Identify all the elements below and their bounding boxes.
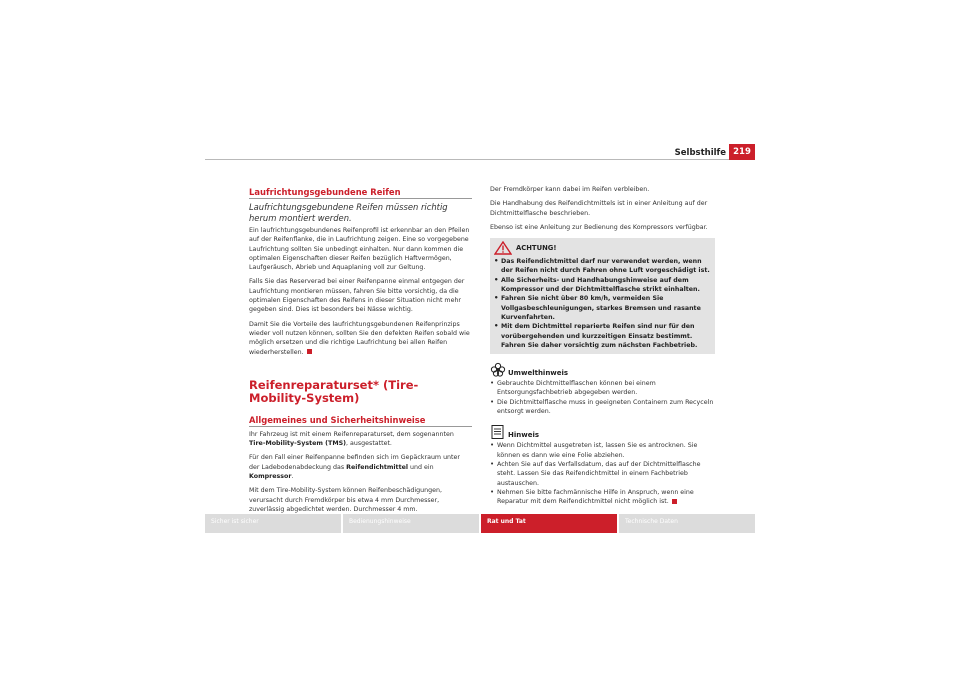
paragraph: Ein laufrichtungsgebundenes Reifenprofil ist erkennbar an den Pfeilen auf der Reifenflanke, die in Laufrichtung zeigen. Eine so vorgegebene Laufrichtung sollten Sie unbedingt einhalten. Nur dann kommen die optimalen Eigenschaften dieser Reifen bezüglich Haftvermögen, Laufgeräusch, Abrieb und Aquaplaning voll zur Geltung. — [249, 227, 470, 272]
paragraph: Mit dem Tire-Mobility-System können Reifenbeschädigungen, verursacht durch Fremdkörper bis etwa 4 mm Durchmesser, zuverlässig abgedichtet werden. Durchmesser 4 mm. — [249, 487, 443, 513]
term-compressor: Kompressor — [249, 473, 292, 481]
note-document-icon — [490, 424, 506, 440]
warning-item — [494, 322, 711, 350]
text: . — [291, 473, 294, 481]
chapter-title: Reifenreparaturset* (Tire-Mobility-System) — [249, 377, 419, 405]
note-title: Hinweis — [508, 431, 540, 440]
note-item-text: Nehmen Sie bitte fachmännische Hilfe in Anspruch, wenn eine Reparatur mit dem Reifendichtmittel nicht möglich ist. — [497, 488, 694, 506]
warning-item-text: Fahren Sie nicht über 80 km/h, vermeiden Sie Vollgasbeschleunigungen, starkes Bremsen und rasante Kurvenfahrten. — [501, 295, 701, 321]
warning-item-text: Mit dem Dichtmittel reparierte Reifen sind nur für den vorübergehenden und kurzzeitigen Einsatz bestimmt. Fahren Sie daher vorsichtig zum nächsten Fachbetrieb. — [501, 323, 698, 349]
paragraph: Der Fremdkörper kann dabei im Reifen verbleiben. — [490, 186, 650, 193]
text: Für den Fall einer Reifenpanne befinden sich im Gepäckraum unter der Ladebodenabdeckung das — [249, 454, 460, 471]
note-item — [490, 441, 715, 460]
flower-environment-icon — [490, 362, 506, 378]
environment-item — [490, 398, 715, 417]
footer-tab-safety[interactable]: Sicher ist sicher — [205, 514, 341, 533]
bullet-icon: • — [494, 257, 499, 266]
footer-tab-technical-data[interactable]: Technische Daten — [619, 514, 755, 533]
environment-item-text: Die Dichtmittelflasche muss in geeigneten Containern zum Recyceln entsorgt werden. — [497, 398, 714, 416]
header-rule — [205, 159, 755, 160]
bullet-icon: • — [490, 487, 495, 496]
warning-item — [494, 294, 711, 322]
end-of-section-mark — [672, 499, 677, 504]
paragraph — [249, 453, 472, 481]
text: Ihr Fahrzeug ist mit einem Reifenreparaturset, dem sogenannten — [249, 430, 454, 438]
bullet-icon: • — [490, 441, 495, 450]
paragraph: Die Handhabung des Reifendichtmittels ist in einer Anleitung auf der Dichtmittelflasche beschrieben. — [490, 200, 708, 217]
term-sealant: Reifendichtmittel — [346, 463, 409, 471]
warning-box — [490, 238, 715, 354]
warning-title: ACHTUNG! — [516, 243, 557, 252]
note-item-text: Achten Sie auf das Verfallsdatum, das auf der Dichtmittelflasche steht. Lassen Sie das Reifendichtmittel in einem Fachbetrieb austauschen. — [497, 460, 701, 487]
running-header-title: Selbsthilfe — [674, 148, 726, 158]
paragraph — [249, 430, 472, 449]
warning-item-text: Das Reifendichtmittel darf nur verwendet werden, wenn der Reifen nicht durch Fahren ohne Luft vorgeschädigt ist. — [501, 258, 710, 275]
paragraph — [249, 320, 472, 357]
page-number: 219 — [729, 144, 755, 160]
warning-triangle-icon — [494, 241, 512, 255]
environment-item — [490, 379, 715, 398]
paragraph: Falls Sie das Reserverad bei einer Reifenpanne einmal entgegen der Laufrichtung montieren müssen, fahren Sie bitte vorsichtig, da die optimalen Eigenschaften des Reifens in dieser Situation nicht mehr gegeben sind. Dies ist besonders bei Nässe wichtig. — [249, 278, 465, 314]
bullet-icon: • — [490, 397, 495, 406]
bullet-icon: • — [494, 322, 499, 331]
warning-item — [494, 257, 711, 276]
warning-item — [494, 276, 711, 295]
section-rule — [249, 426, 472, 427]
section-title-general-safety: Allgemeines und Sicherheitshinweise — [249, 414, 426, 425]
paragraph: Ebenso ist eine Anleitung zur Bedienung des Kompressors verfügbar. — [490, 223, 708, 231]
note-item-text: Wenn Dichtmittel ausgetreten ist, lassen Sie es antrocknen. Sie können es dann wie eine Folie abziehen. — [497, 442, 698, 459]
bullet-icon: • — [490, 379, 495, 388]
paragraph-text: Damit Sie die Vorteile des laufrichtungsgebundenen Reifenprinzips wieder voll nutzen können, sollten Sie den defekten Reifen sobald wie möglich ersetzen und die richtige Laufrichtung bei allen Reifen wiederherstellen. — [249, 320, 470, 356]
environment-note-title: Umwelthinweis — [508, 368, 569, 377]
term-tms: Tire-Mobility-System (TMS) — [249, 440, 347, 448]
footer-tab-advice[interactable]: Rat und Tat — [481, 514, 617, 533]
text: , ausgestattet. — [346, 440, 392, 448]
warning-item-text: Alle Sicherheits- und Handhabungshinweise auf dem Kompressor und der Dichtmittelflasche strikt einhalten. — [501, 276, 700, 294]
note-item — [490, 460, 715, 488]
note-header — [490, 424, 715, 440]
left-column — [249, 187, 472, 519]
bullet-icon: • — [490, 459, 495, 468]
section-title-directional-tyres: Laufrichtungsgebundene Reifen — [249, 187, 401, 197]
section-rule — [249, 198, 472, 199]
right-column — [490, 185, 715, 506]
end-of-section-mark — [307, 349, 312, 354]
footer-tab-operation[interactable]: Bedienungshinweise — [343, 514, 479, 533]
text: und ein — [408, 463, 434, 471]
bullet-icon: • — [494, 275, 499, 284]
environment-note-header — [490, 362, 715, 378]
warning-header — [494, 241, 711, 255]
section-subtitle: Laufrichtungsgebundene Reifen müssen richtig herum montiert werden. — [249, 202, 448, 223]
note-item — [490, 488, 715, 507]
environment-item-text: Gebrauchte Dichtmittelflaschen können bei einem Entsorgungsfachbetrieb abgegeben werden. — [497, 380, 656, 397]
bullet-icon: • — [494, 294, 499, 303]
